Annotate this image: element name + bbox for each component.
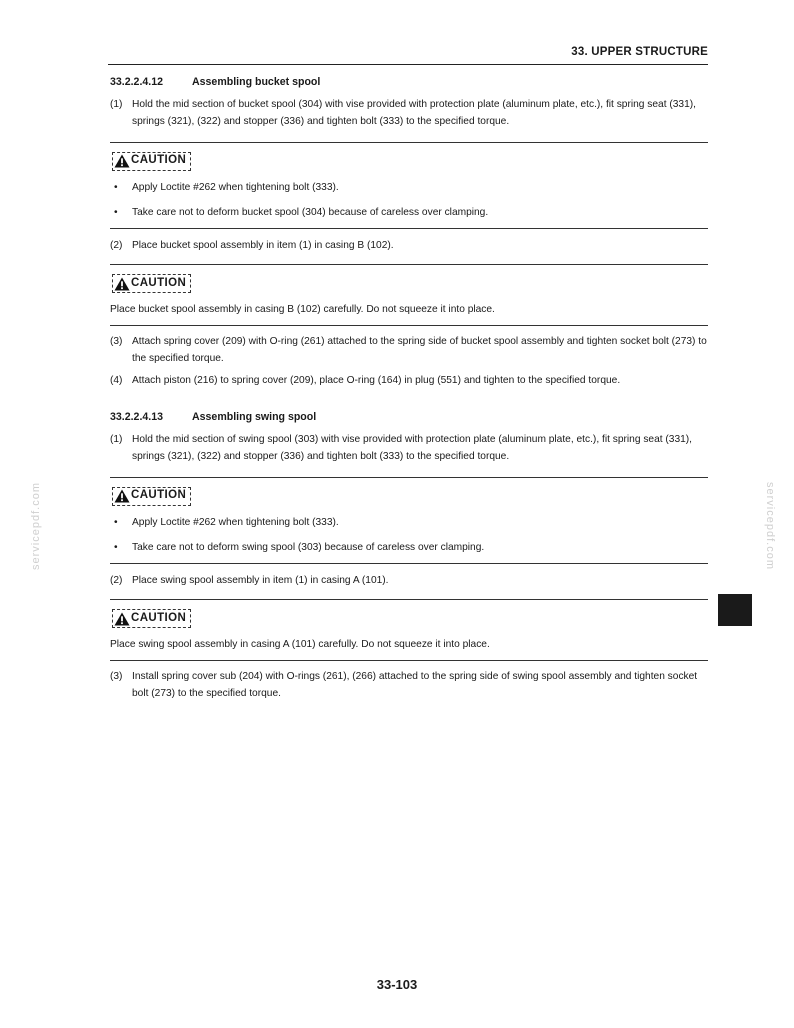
step-number: (2) [110,574,123,586]
caution-badge [112,274,191,293]
bullet: • [114,181,118,193]
page-number: 33-103 [376,977,418,992]
step-number: (2) [110,239,123,251]
step [110,333,708,368]
watermark-right: servicepdf.com [764,482,776,570]
warning-triangle-icon [114,277,130,291]
step-text: Place swing spool assembly in item (1) in casing A (101). [132,574,389,586]
list-item [110,179,708,197]
step [110,572,708,590]
caution-block [110,143,708,222]
step-text: Hold the mid section of bucket spool (304) with vise provided with protection plate (aluminum plate, etc.), fit spring seat (331), springs (321), (322) and stopper (336) and tighten bolt (333) to the specified torque. [132,98,696,127]
step [110,237,708,255]
caution-text: Place swing spool assembly in casing A (101) carefully. Do not squeeze it into place. [110,639,490,650]
list-item [110,514,708,532]
content [110,74,708,703]
caution-badge [112,609,191,628]
divider [110,563,708,564]
step-number: (1) [110,98,123,110]
step-number: (1) [110,433,123,445]
bullet-text: Take care not to deform bucket spool (304) because of careless over clamping. [132,207,489,218]
list-item [110,539,708,557]
caution-badge [112,487,191,506]
section-bucket-title [110,74,708,92]
bullet-text: Apply Loctite #262 when tightening bolt (333). [132,181,339,193]
bullet-text: Apply Loctite #262 when tightening bolt (333). [132,516,339,528]
step [110,668,708,703]
caution-text: Place bucket spool assembly in casing B (102) carefully. Do not squeeze it into place. [110,304,495,315]
section-number: 33.2.2.4.13 [110,411,164,423]
step-text: Hold the mid section of swing spool (303) with vise provided with protection plate (aluminum plate, etc.), fit spring seat (331), springs (321), (322) and stopper (336) and tighten bolt (333) to the specified torque. [132,433,693,462]
section-swing-title [110,409,708,427]
step [110,372,708,390]
step-text: Install spring cover sub (204) with O-rings (261), (266) attached to the spring side of swing spool assembly and tighten socket bolt (273) to the specified torque. [132,670,698,699]
section-number: 33.2.2.4.12 [110,76,164,88]
chapter-tab [718,594,752,626]
divider [110,660,708,661]
step-text: Attach piston (216) to spring cover (209), place O-ring (164) in plug (551) and tighten to the specified torque. [132,374,621,386]
caution-block [110,265,708,319]
step [110,431,708,466]
list-item [110,204,708,222]
warning-triangle-icon [114,489,130,503]
warning-triangle-icon [114,154,130,168]
step-number: (3) [110,670,123,682]
step-text: Place bucket spool assembly in item (1) in casing B (102). [132,239,394,251]
step-number: (4) [110,374,123,386]
bullet-text: Take care not to deform swing spool (303) because of careless over clamping. [132,542,485,553]
divider [110,228,708,229]
bullet: • [114,516,118,528]
step [110,96,708,131]
caution-label: CAUTION [131,276,187,289]
bullet: • [114,542,118,553]
page-header: 33. UPPER STRUCTURE [571,46,708,58]
caution-label: CAUTION [131,489,187,502]
step-number: (3) [110,335,123,347]
watermark-left: servicepdf.com [30,482,42,570]
step-text: Attach spring cover (209) with O-ring (261) attached to the spring side of bucket spool assembly and tighten socket bolt (273) to the specified torque. [132,335,707,364]
caution-badge [112,152,191,171]
bullet: • [114,207,118,218]
header-rule [108,64,708,65]
caution-label: CAUTION [131,611,187,624]
section-title: Assembling bucket spool [192,76,321,88]
caution-block [110,478,708,557]
caution-block [110,600,708,654]
divider [110,325,708,326]
warning-triangle-icon [114,612,130,626]
caution-label: CAUTION [131,154,187,167]
section-title: Assembling swing spool [192,411,317,423]
